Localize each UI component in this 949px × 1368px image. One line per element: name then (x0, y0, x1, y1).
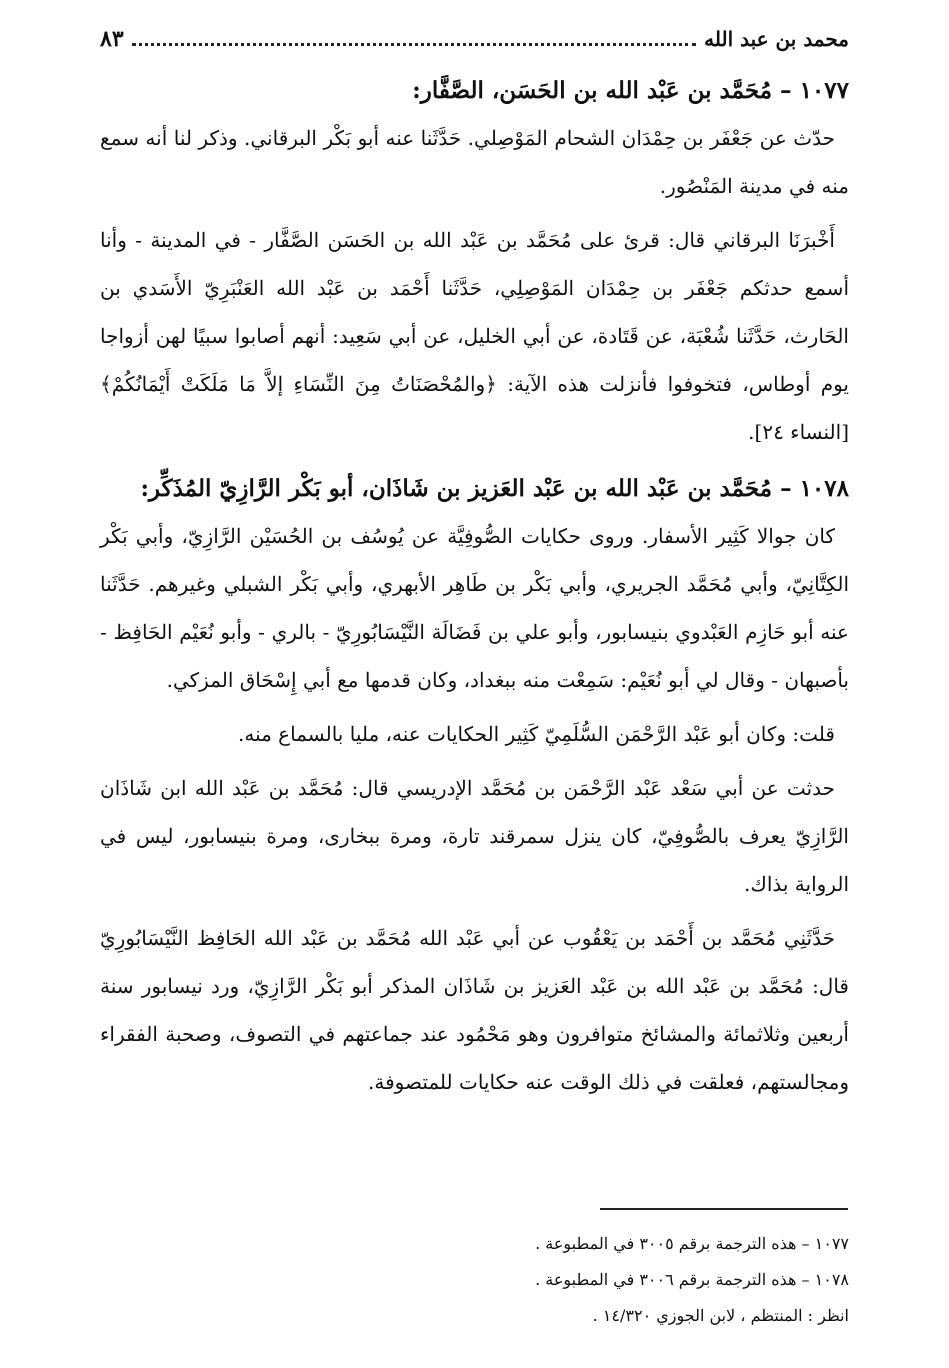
running-title: محمد بن عبد الله (704, 27, 849, 51)
footnote-divider (600, 1208, 848, 1210)
footnote: انظر : المنتظم ، لابن الجوزي ١٤/٣٢٠ . (592, 1306, 849, 1325)
entry-title: ١٠٧٨ – مُحَمَّد بن عَبْد الله بن عَبْد العَزيز بن شَاذَان، أبو بَكْر الرَّازِيّ المُذَكِّر: (140, 475, 849, 502)
entry-paragraph: قلت: وكان أبو عَبْد الرَّحْمَن السُّلَمِيّ كَثِير الحكايات عنه، مليا بالسماع منه. (238, 722, 835, 746)
entry-1077 (100, 68, 849, 456)
footnote: ١٠٧٨ – هذه الترجمة برقم ٣٠٠٦ في المطبوعة . (535, 1270, 849, 1289)
entry-paragraph: حَدَّثَنِي مُحَمَّد بن أَحْمَد بن يَعْقُوب عن أبي عَبْد الله مُحَمَّد بن عَبْد الله الحَافِظ النَّيْسَابُورِيّ قال: مُحَمَّد بن عَبْد الله بن عَبْد العَزيز بن شَاذَان المذكر أبو بَكْر الرَّازِيّ، ورد نيسابور سنة أربعين وثلاثمائة والمشائخ متوافرون وهو مَحْمُود عند جماعتهم في التصوف، وصحبة الفقراء ومجالستهم، فعلقت في ذلك الوقت عنه حكايات للمتصوفة. (100, 926, 849, 1094)
entry-paragraph: كان جوالا كَثِير الأسفار. وروى حكايات الصُّوفِيَّة عن يُوسُف بن الحُسَيْن الرَّازِيّ، وأبي بَكْر الكِتَّانِيّ، وأبي مُحَمَّد الجريري، وأبي بَكْر بن طَاهِر الأبهري، وأبي بَكْر الشبلي وغيرهم. حَدَّثَنا عنه أبو حَازِم العَبْدوي بنيسابور، وأبو علي بن فَضَالَة النَّيْسَابُورِيّ - بالري - وأبو نُعَيْم الحَافِظ - بأصبهان - وقال لي أبو نُعَيْم: سَمِعْت منه ببغداد، وكان قدمها مع أبي إِسْحَاق المزكي. (100, 524, 849, 692)
entry-1078 (100, 466, 849, 1106)
footnote: ١٠٧٧ – هذه الترجمة برقم ٣٠٠٥ في المطبوعة . (535, 1234, 849, 1253)
footnotes (100, 1226, 849, 1334)
page-header (100, 26, 849, 52)
entry-title: ١٠٧٧ – مُحَمَّد بن عَبْد الله بن الحَسَن، الصَّفَّار: (412, 77, 849, 104)
dotted-leader (132, 29, 697, 46)
entry-paragraph: حدثت عن أبي سَعْد عَبْد الرَّحْمَن بن مُحَمَّد الإدريسي قال: مُحَمَّد بن عَبْد الله ابن شَاذَان الرَّازِيّ يعرف بالصُّوفِيّ، كان ينزل سمرقند تارة، ومرة ببخارى، ومرة بنيسابور، ليس في الرواية بذاك. (100, 776, 849, 896)
page-number: ٨٣ (100, 26, 124, 52)
entry-paragraph: أَخْبرَنَا البرقاني قال: قرئ على مُحَمَّد بن عَبْد الله بن الحَسَن الصَّفَّار - في المدينة - وأنا أسمع حدثكم جَعْفَر بن حِمْدَان المَوْصِلِي، حَدَّثَنا أَحْمَد بن عَبْد الله العَنْبَرِيّ الأَسَدي بن الحَارث، حَدَّثَنا شُعْبَة، عن قَتَادة، عن أبي الخليل، عن أبي سَعِيد: أنهم أصابوا سبيًا لهن أزواجا يوم أوطاس، فتخوفوا فأنزلت هذه الآية: ﴿والمُحْصَنَاتُ مِنَ النِّسَاءِ إلاَّ مَا مَلَكَتْ أَيْمَانُكُمْ﴾ [النساء ٢٤]. (100, 228, 850, 444)
entry-paragraph: حدّث عن جَعْفَر بن حِمْدَان الشحام المَوْصِلي. حَدَّثَنا عنه أبو بَكْر البرقاني. وذكر لنا أنه سمع منه في مدينة المَنْصُور. (100, 126, 849, 198)
main-text (100, 68, 849, 1112)
